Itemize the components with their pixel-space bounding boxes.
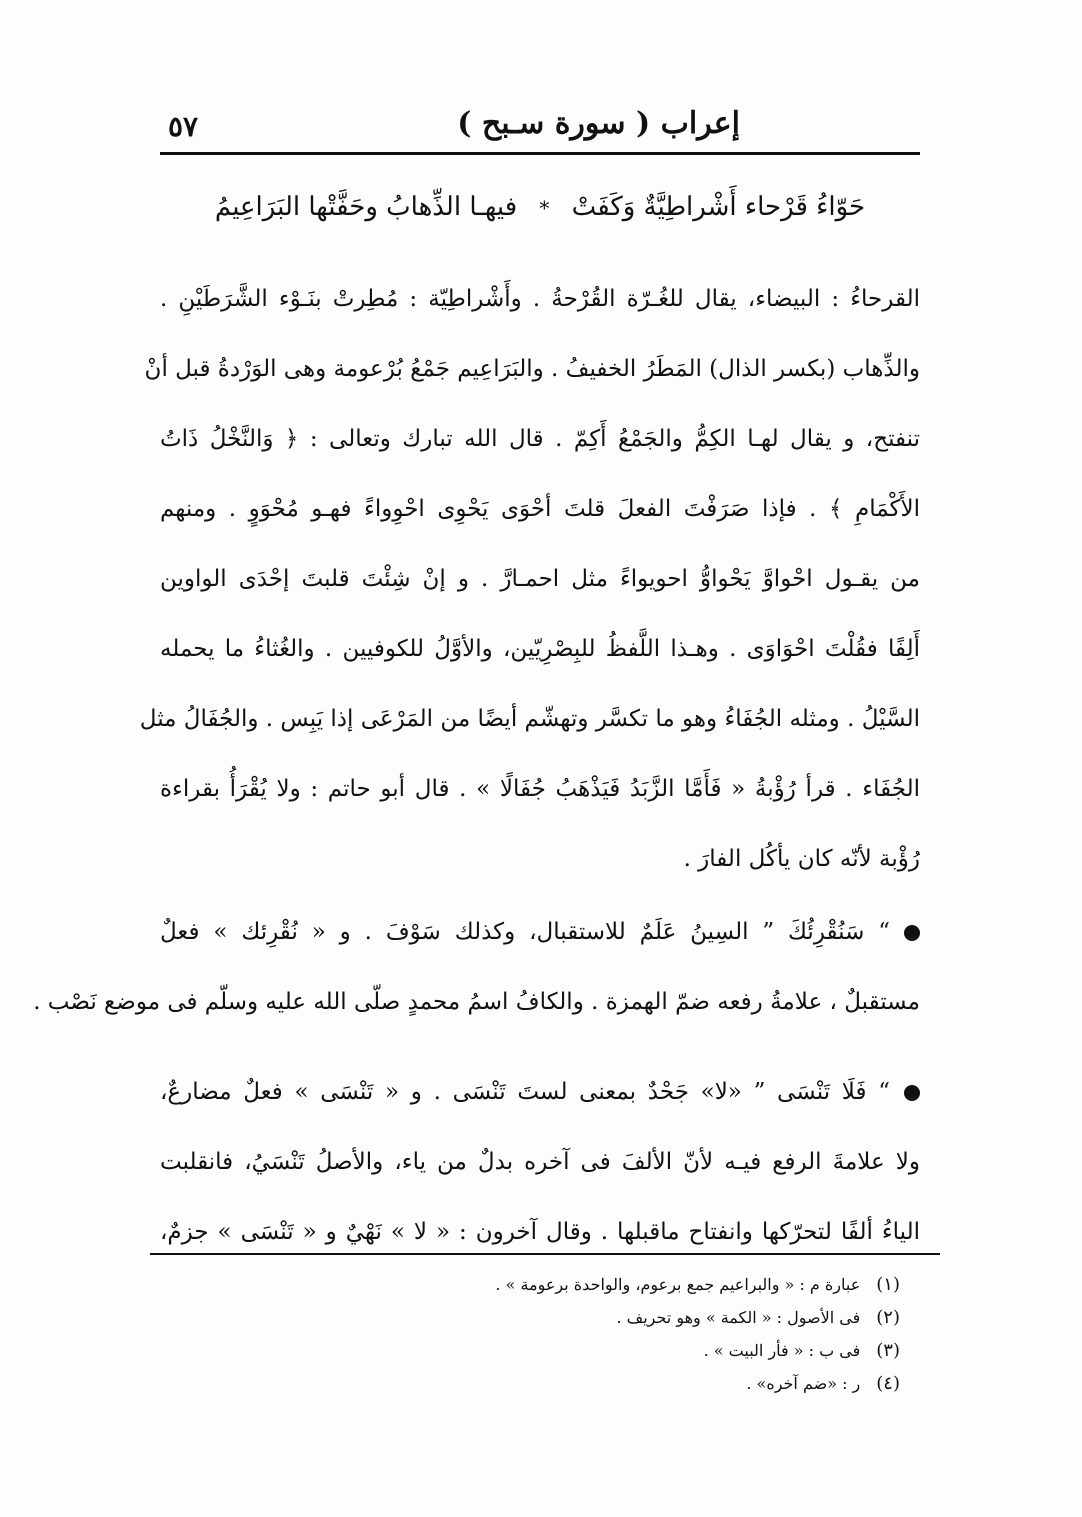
verse-first-hemistich: حَوّاءُ قَرْحاء أَشْراطِيَّةٌ وَكَفَتْ — [571, 192, 866, 222]
footnote-rule — [150, 1253, 940, 1255]
footnote — [230, 1334, 900, 1367]
footnote-text: ر : «ضم آخره» . — [746, 1374, 861, 1393]
footnote — [230, 1367, 900, 1400]
footnote-text: فى ب : « فأر البيت » . — [703, 1341, 861, 1360]
poetry-verse — [190, 192, 890, 222]
bullet-icon — [904, 1085, 920, 1101]
page-header — [150, 100, 920, 150]
bullet-icon — [904, 925, 920, 941]
footnote-number: (١) — [876, 1274, 900, 1295]
text-line: ولا علامةَ الرفع فيـه لأنّ الألفَ فى آخره بدلٌ من ياء، والأصلُ تَنْسَيُ، فانقلبت — [160, 1149, 920, 1175]
verse-second-hemistich: فيهـا الذِّهابُ وحَفَّتْها البَرَاعِيمُ — [214, 192, 518, 222]
text-line: تنفتح، و يقال لهـا الكِمُّ والجَمْعُ أَكِمّ . قال الله تبارك وتعالى : ﴿ وَالنَّخْلُ ذَاتُ — [160, 426, 920, 452]
text-line: الجُفَاء . قرأ رُؤْبةُ « فَأَمَّا الزَّبَدُ فَيَذْهَبُ جُفَالًا » . قال أبو حاتم : ولا يُقْرَأُ بقراءة — [160, 776, 920, 802]
footnote — [230, 1301, 900, 1334]
header-rule — [160, 152, 920, 155]
text-line: الأَكْمَامِ ﴾ . فإذا صَرَفْتَ الفعلَ قلتَ أحْوَى يَحْوِى احْوِواءً فهـو مُحْوَوٍ . ومنهم — [160, 496, 920, 522]
text-line-content: “ سَنُقْرِئُكَ ” السِينُ عَلَمٌ للاستقبال، وكذلك سَوْفَ . و « نُقْرِئك » فعلٌ — [160, 919, 890, 945]
text-line: مستقبلٌ ، علامةُ رفعه ضمّ الهمزة . والكافُ اسمُ محمدٍ صلّى الله عليه وسلّم فى موضع نَصْب . — [33, 989, 920, 1015]
footnote-text: عبارة م : « والبراعيم جمع برعوم، والواحدة برعومة » . — [495, 1275, 861, 1294]
footnote-number: (٤) — [876, 1373, 900, 1394]
verse-separator: * — [539, 196, 550, 220]
commentary-text — [139, 264, 920, 894]
text-line: من يقـول احْواوَّ يَحْواوُّ احويواءً مثل احمـارَّ . و إنْ شِئْتَ قلبتَ إحْدَى الواوين — [160, 566, 920, 592]
text-line-content: “ فَلَا تَنْسَى ” «لا» جَحْدٌ بمعنى لستَ تَنْسَى . و « تَنْسَى » فعلٌ مضارعٌ، — [160, 1079, 890, 1105]
text-line: رُؤْبة لأنّه كان يأكُل الفارَ . — [683, 846, 920, 872]
text-line: والذِّهاب (بكسر الذال) المَطَرُ الخفيفُ . والبَرَاعِيم جَمْعُ بُرْعومة وهى الوَرْدةُ قبل أنْ — [144, 356, 920, 382]
footnote-text: فى الأصول : « الكمة » وهو تحريف . — [616, 1308, 861, 1327]
footnotes — [230, 1268, 900, 1400]
text-line: القرحاءُ : البيضاء، يقال للغُـرّة القُرْحةُ . وأَشْراطِيّة : مُطِرتْ بنَـوْء الشَّرَطَيْنِ . — [160, 286, 920, 312]
book-page — [33, 0, 920, 1517]
paragraph-sanuqriuka — [33, 897, 920, 1037]
page-title: إعراب ( سورة سـبح ) — [457, 106, 740, 141]
footnote-number: (٢) — [876, 1307, 900, 1328]
text-line — [160, 1057, 920, 1127]
text-line: أَلِفًا فقُلْتَ احْوَاوَى . وهـذا اللَّفظُ للبِصْرِيّين، والأوَّلُ للكوفيين . والغُثاءُ ما يحمله — [160, 636, 920, 662]
text-line: الياءُ ألفًا لتحرّكها وانفتاح ماقبلها . وقال آخرون : « لا » نَهْيٌ و « تَنْسَى » جزمٌ، — [160, 1219, 920, 1245]
paragraph-fala-tansa — [160, 1057, 920, 1267]
page-number: ٥٧ — [168, 110, 199, 143]
text-line — [160, 897, 920, 967]
footnote-number: (٣) — [876, 1340, 900, 1361]
text-line: السَّيْلُ . ومثله الجُفَاءُ وهو ما تكسَّر وتهشّم أيضًا من المَرْعَى إذا يَبِس . والجُفَالُ مثل — [139, 706, 920, 732]
footnote — [230, 1268, 900, 1301]
